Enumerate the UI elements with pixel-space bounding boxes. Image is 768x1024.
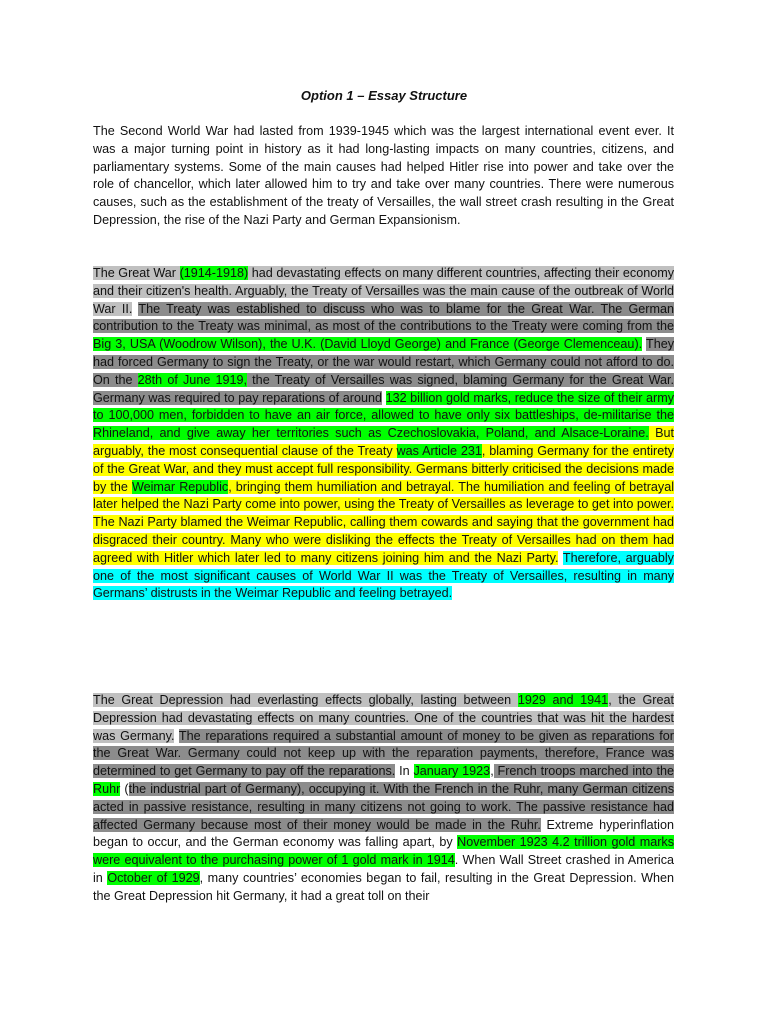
- text-segment: the industrial part of Germany), occupying it. With the French in the Ruhr, many German citizens acted in passive resistance, resulting in many citizens not going to work. The passive resistance had affected Germany because most of their money would be made in the Ruhr.: [93, 781, 674, 832]
- text-segment: The Great Depression had everlasting effects globally, lasting between: [93, 693, 518, 707]
- text-segment: (: [120, 781, 129, 796]
- essay-title: Option 1 – Essay Structure: [300, 88, 468, 103]
- highlighted-date: (1914-1918): [179, 266, 249, 280]
- text-segment: , bringing them humiliation and betrayal. The humiliation and feeling of betrayal later helped the Nazi Party come into power, using the Treaty of Versailles as leverage to get into power. The Nazi Party blamed the Weimar Republic, calling them cowards and saying that the government had disgraced their country. Many who were disliking the effects the Treaty of Versailles had on them had agreed with Hitler which later led to many citizens joining him and the Nazi Party.: [93, 479, 674, 565]
- text-segment: had devastating effects on many different countries, affecting their economy and their citizen's health. Arguably, the Treaty of Versailles was the main cause of the outbreak of World War II.: [93, 266, 675, 316]
- highlighted-fact: was Article 231: [396, 443, 482, 458]
- text-segment: , many countries’ economies began to fail, resulting in the Great Depression. When the Great Depression hit Germany, it had a great toll on their: [93, 870, 674, 903]
- highlighted-date: 1929 and 1941: [517, 693, 609, 707]
- treaty-paragraph: [93, 265, 674, 603]
- text-segment: , blaming Germany for the entirety of the Great War, and they must accept full responsibility. Germans bitterly criticised the decisions made by the: [93, 443, 675, 494]
- highlighted-fact: Big 3, USA (Woodrow Wilson), the U.K. (David Lloyd George) and France (George Clemenceau).: [93, 337, 643, 352]
- conclusion-segment: Therefore, arguably one of the most significant causes of World War II was the Treaty of Versailles, resulting in many Germans’ distrusts in the Weimar Republic and feeling betrayed.: [93, 550, 674, 601]
- text-segment: , the Great Depression had devastating effects on many countries. One of the countries that was hit the hardest was Germany.: [93, 693, 674, 743]
- text-segment: They had forced Germany to sign the Treaty, or the war would restart, which Germany could not afford to do. On the: [93, 337, 674, 387]
- highlighted-fact: Weimar Republic: [131, 479, 229, 494]
- depression-paragraph: [93, 692, 674, 906]
- text-segment: ,: [490, 764, 494, 779]
- highlighted-fact: 132 billion gold marks, reduce the size of their army to 100,000 men, forbidden to have an air force, allowed to have only six battleships, de-militarise the Rhineland, and give away her territories such as Czechoslovakia, Poland, and Alsace-Loraine.: [93, 390, 675, 441]
- text-segment: the Treaty of Versailles was signed, blaming Germany for the Great War. Germany was required to pay reparations of around: [93, 372, 674, 405]
- text-segment: French troops marched into the: [493, 764, 674, 779]
- text-segment: In: [395, 764, 414, 779]
- text-segment: The reparations required a substantial amount of money to be given as reparations for the Great War. Germany could not keep up with the reparation payments, therefore, France was determined to get Germany to pay off the reparations.: [93, 728, 674, 779]
- highlighted-fact: November 1923 4.2 trillion gold marks were equivalent to the purchasing power of 1 gold mark in 1914: [93, 835, 674, 868]
- highlighted-date: October of 1929: [107, 870, 200, 885]
- intro-paragraph: [93, 123, 674, 230]
- text-segment: The Great War: [93, 266, 180, 280]
- text-segment: Extreme hyperinflation began to occur, and the German economy was falling apart, by: [93, 817, 674, 850]
- text-segment: The Second World War had lasted from 1939-1945 which was the largest international event ever. It was a major turning point in history as it had long-lasting impacts on many countries, citizens, and parliamentary systems. Some of the main causes had helped Hitler rise into power and take over the role of chancellor, which later allowed him to try and take over many countries. There were numerous causes, such as the establishment of the treaty of Versailles, the wall street crash resulting in the Great Depression, the rise of the Nazi Party and German Expansionism.: [93, 124, 674, 227]
- text-segment: . When Wall Street crashed in America in: [93, 853, 674, 885]
- text-segment: But arguably, the most consequential clause of the Treaty: [93, 426, 674, 458]
- highlighted-place: Ruhr: [93, 781, 121, 796]
- highlighted-date: 28th of June 1919,: [137, 372, 248, 387]
- text-segment: The Treaty was established to discuss who was to blame for the Great War. The German contribution to the Treaty was minimal, as most of the contributions to the Treaty were coming from the: [93, 301, 674, 334]
- highlighted-date: January 1923: [413, 764, 491, 779]
